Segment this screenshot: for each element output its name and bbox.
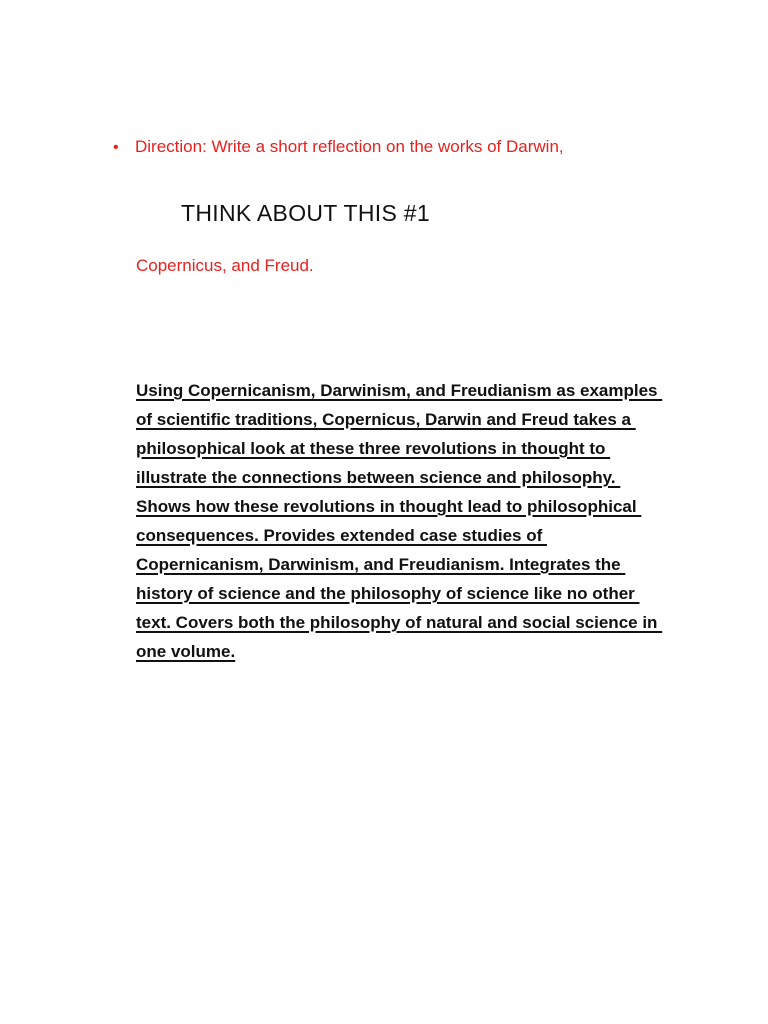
body-line: history of science and the philosophy of science like no other — [136, 584, 640, 603]
body-line: philosophical look at these three revolutions in thought to — [136, 439, 611, 458]
bullet-marker: • — [113, 139, 119, 156]
direction-item — [113, 137, 564, 157]
body-line: one volume. — [136, 642, 236, 661]
direction-continuation: Copernicus, and Freud. — [136, 256, 314, 275]
body-line: of scientific traditions, Copernicus, Darwin and Freud takes a — [136, 410, 636, 429]
body-line: text. Covers both the philosophy of natural and social science in — [136, 613, 663, 632]
body-line: illustrate the connections between science and philosophy. — [136, 468, 621, 487]
body-line: consequences. Provides extended case studies of — [136, 526, 547, 545]
direction-text: Direction: Write a short reflection on the works of Darwin, — [135, 137, 564, 156]
page-title: THINK ABOUT THIS #1 — [181, 200, 430, 226]
body-paragraph — [136, 376, 696, 666]
body-line: Shows how these revolutions in thought lead to philosophical — [136, 497, 642, 516]
body-line: Copernicanism, Darwinism, and Freudianism. Integrates the — [136, 555, 626, 574]
body-line: Using Copernicanism, Darwinism, and Freudianism as examples — [136, 381, 663, 400]
